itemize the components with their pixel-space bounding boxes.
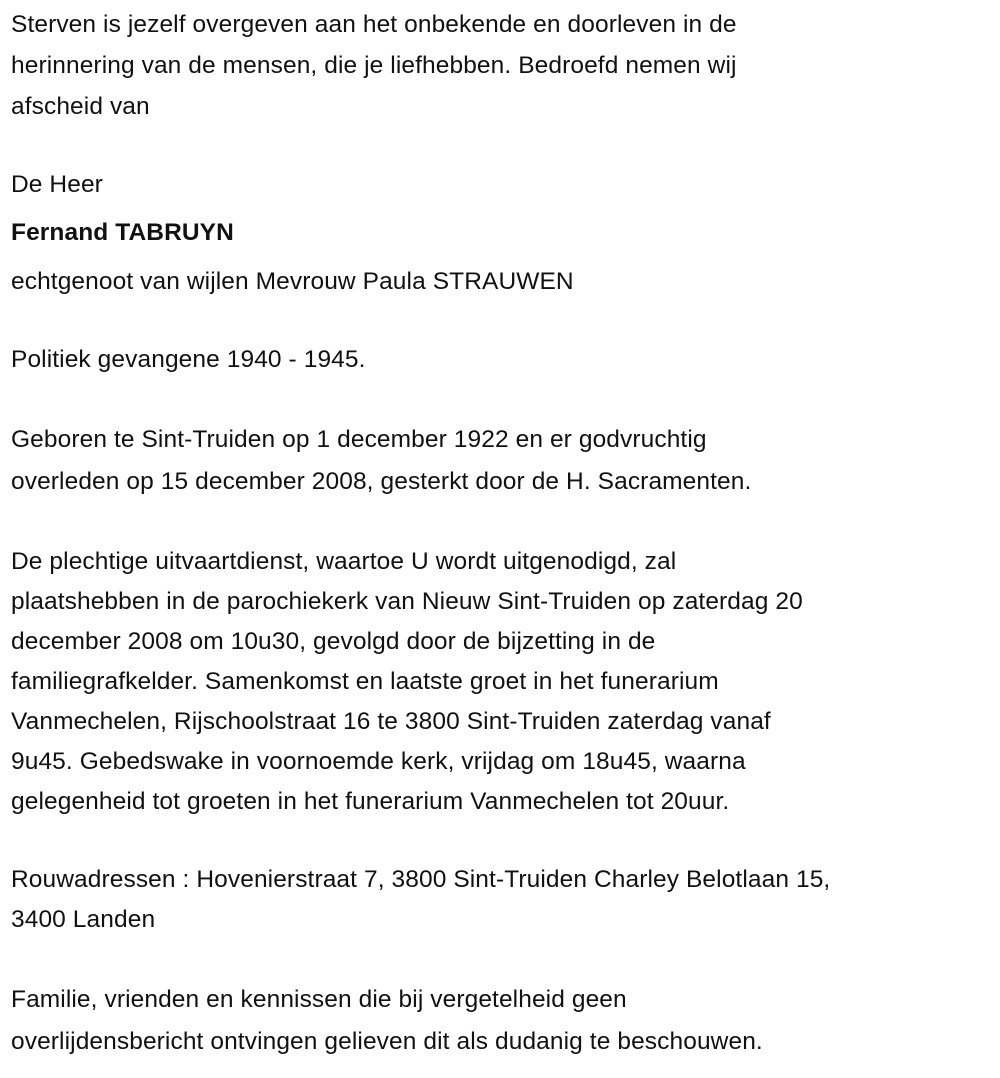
funeral-line: De plechtige uitvaartdienst, waartoe U wordt uitgenodigd, zal [11, 548, 677, 575]
closing-line: Familie, vrienden en kennissen die bij vergetelheid geen [11, 986, 627, 1013]
address-line: Rouwadressen : Hovenierstraat 7, 3800 Sint-Truiden Charley Belotlaan 15, [11, 866, 831, 893]
birth-death-line: overleden op 15 december 2008, gesterkt door de H. Sacramenten. [11, 468, 752, 495]
intro-line: afscheid van [11, 93, 150, 120]
address-line: 3400 Landen [11, 906, 156, 933]
honorific: De Heer [11, 171, 103, 198]
spouse-line: echtgenoot van wijlen Mevrouw Paula STRAUWEN [11, 268, 574, 295]
funeral-line: december 2008 om 10u30, gevolgd door de bijzetting in de [11, 628, 656, 655]
closing-line: overlijdensbericht ontvingen gelieven dit als dudanig te beschouwen. [11, 1028, 763, 1055]
deceased-name: Fernand TABRUYN [11, 219, 234, 246]
birth-death-line: Geboren te Sint-Truiden op 1 december 1922 en er godvruchtig [11, 426, 707, 453]
funeral-line: familiegrafkelder. Samenkomst en laatste groet in het funerarium [11, 668, 719, 695]
intro-line: Sterven is jezelf overgeven aan het onbekende en doorleven in de [11, 11, 737, 38]
intro-line: herinnering van de mensen, die je liefhebben. Bedroefd nemen wij [11, 52, 737, 79]
note-line: Politiek gevangene 1940 - 1945. [11, 346, 366, 373]
funeral-line: gelegenheid tot groeten in het funerarium Vanmechelen tot 20uur. [11, 788, 730, 815]
funeral-line: plaatshebben in de parochiekerk van Nieuw Sint-Truiden op zaterdag 20 [11, 588, 803, 615]
funeral-line: 9u45. Gebedswake in voornoemde kerk, vrijdag om 18u45, waarna [11, 748, 746, 775]
funeral-line: Vanmechelen, Rijschoolstraat 16 te 3800 Sint-Truiden zaterdag vanaf [11, 708, 771, 735]
